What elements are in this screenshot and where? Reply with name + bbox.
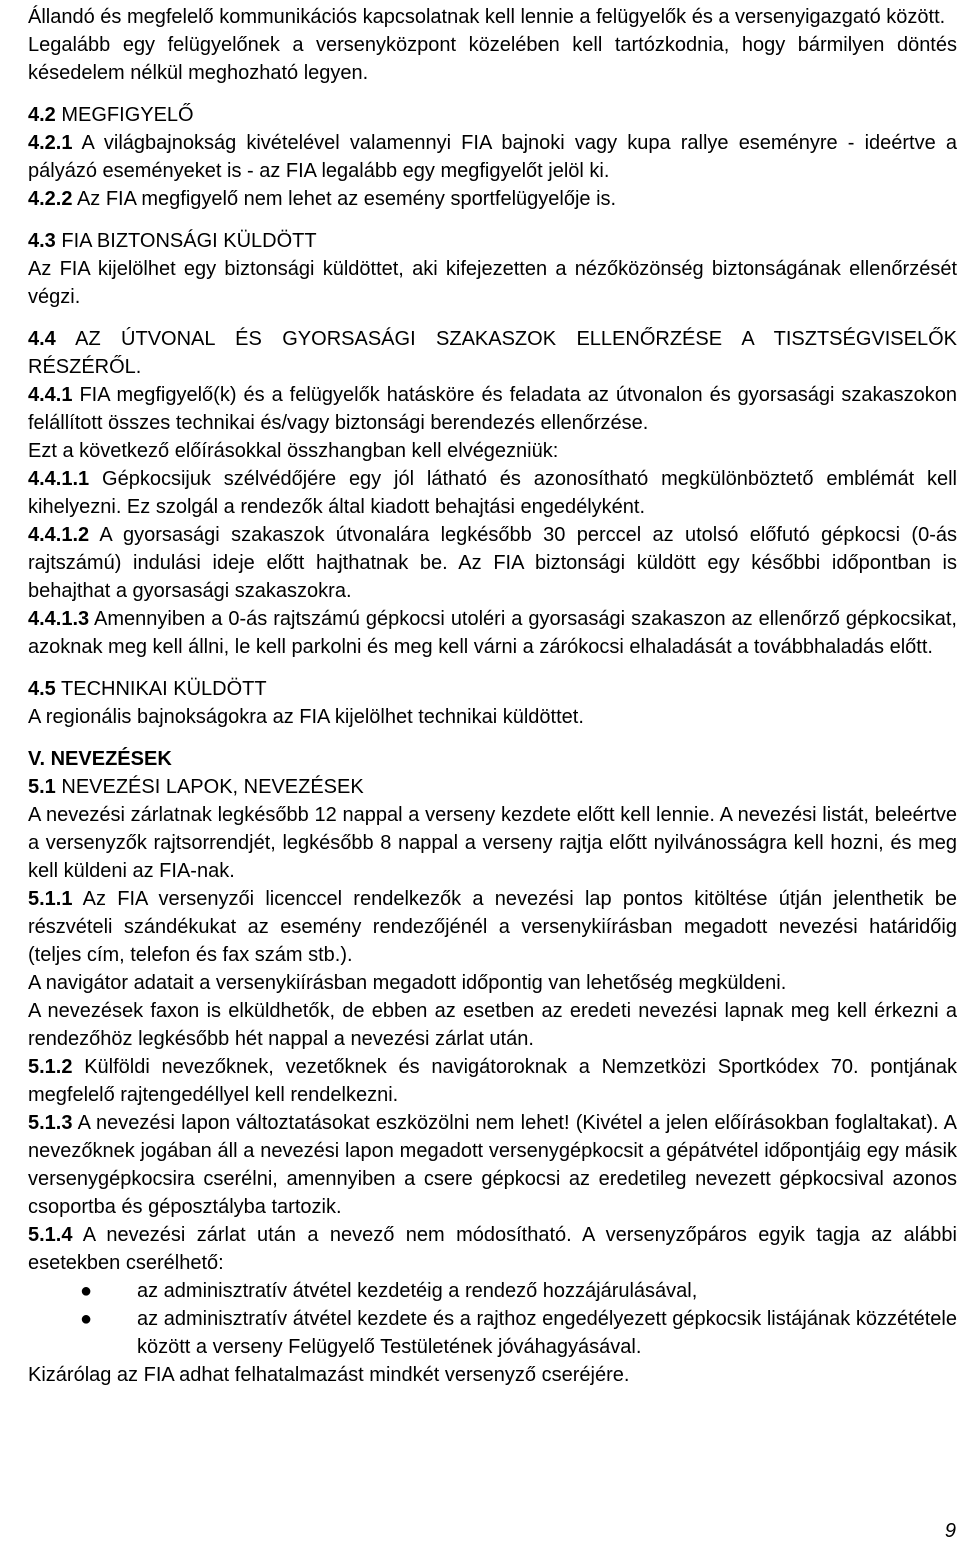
- clause: [28, 1109, 957, 1221]
- section-number: 4.4: [28, 328, 56, 350]
- clause-number: 4.4.1.3: [28, 608, 90, 630]
- section-heading: [28, 101, 957, 129]
- document-page: [28, 3, 957, 1389]
- clause-number: 4.2.1: [28, 132, 73, 154]
- clause-number: 4.4.1.1: [28, 468, 90, 490]
- paragraph: Ezt a következő előírásokkal összhangban kell elvégezniük:: [28, 440, 559, 462]
- section-title: MEGFIGYELŐ: [55, 104, 194, 126]
- page-number: 9: [944, 1520, 956, 1542]
- section-number: 4.5: [28, 678, 56, 700]
- list-item: [28, 1305, 957, 1361]
- clause-text: Gépkocsijuk szélvédőjére egy jól látható és azonosítható megkülönböztető emblémát kell kihelyezni. Ez szolgál a rendezők által kiadott behajtási engedélyként.: [28, 468, 957, 518]
- paragraph: Az FIA kijelölhet egy biztonsági küldöttet, aki kifejezetten a nézőközönség biztonságának ellenőrzését végzi.: [28, 258, 957, 308]
- clause-number: 5.1.3: [28, 1112, 73, 1134]
- clause-text: FIA megfigyelő(k) és a felügyelők hatásköre és feladata az útvonalon és gyorsasági szakaszokon felállított összes technikai és/vagy biztonsági berendezés ellenőrzése.: [28, 384, 957, 434]
- clause-number: 4.4.1.2: [28, 524, 90, 546]
- clause: [28, 521, 957, 605]
- clause-text: A nevezési zárlat után a nevező nem módosítható. A versenyzőpáros egyik tagja az alábbi esetekben cserélhető:: [28, 1224, 957, 1274]
- chapter-heading: V. NEVEZÉSEK: [28, 748, 172, 770]
- clause: [28, 605, 957, 661]
- section-title: AZ ÚTVONAL ÉS GYORSASÁGI SZAKASZOK ELLENŐRZÉSE A TISZTSÉGVISELŐK RÉSZÉRŐL.: [28, 328, 957, 378]
- clause-number: 5.1.1: [28, 888, 73, 910]
- paragraph: A navigátor adatait a versenykiírásban megadott időpontig van lehetőség megküldeni.: [28, 972, 787, 994]
- paragraph: Kizárólag az FIA adhat felhatalmazást mindkét versenyző cseréjére.: [28, 1364, 630, 1386]
- paragraph: Állandó és megfelelő kommunikációs kapcsolatnak kell lennie a felügyelők és a versenyigazgató között.: [28, 6, 946, 28]
- clause-text: A gyorsasági szakaszok útvonalára legkésőbb 30 perccel az utolsó előfutó gépkocsi (0-ás rajtszámú) indulási ideje előtt hajthatnak be. Az FIA biztonsági küldött egy későbbi időpontban is behajthat a gyorsasági szakaszokra.: [28, 524, 957, 602]
- list-item-text: az adminisztratív átvétel kezdete és a rajthoz engedélyezett gépkocsik listájának közzététele között a verseny Felügyelő Testületének jóváhagyásával.: [137, 1308, 957, 1358]
- clause-number: 5.1.4: [28, 1224, 73, 1246]
- clause: [28, 1221, 957, 1277]
- clause-text: Külföldi nevezőknek, vezetőknek és navigátoroknak a Nemzetközi Sportkódex 70. pontjának megfelelő rajtengedéllyel kell rendelkezni.: [28, 1056, 957, 1106]
- paragraph: Legalább egy felügyelőnek a versenyközpont közelében kell tartózkodnia, hogy bármilyen döntés késedelem nélkül meghozható legyen.: [28, 34, 957, 84]
- paragraph: A nevezések faxon is elküldhetők, de ebben az esetben az eredeti nevezési lapnak meg kell érkezni a rendezőhöz legkésőbb hét nappal a nevezési zárlat után.: [28, 1000, 957, 1050]
- bullet-icon: ●: [80, 1280, 93, 1302]
- section-heading: [28, 773, 957, 801]
- section-number: 4.2: [28, 104, 56, 126]
- clause: [28, 465, 957, 521]
- section-title: TECHNIKAI KÜLDÖTT: [55, 678, 267, 700]
- section-heading: [28, 325, 957, 381]
- clause-text: Amennyiben a 0-ás rajtszámú gépkocsi utoléri a gyorsasági szakaszon az ellenőrző gépkocsikat, azoknak meg kell állni, le kell parkolni és meg kell várni a zárókocsi elhaladását a továbbhaladás előtt.: [28, 608, 957, 658]
- clause-number: 5.1.2: [28, 1056, 73, 1078]
- bullet-icon: ●: [80, 1308, 93, 1330]
- section-number: 5.1: [28, 776, 56, 798]
- clause: [28, 185, 957, 213]
- list-item: [28, 1277, 957, 1305]
- section-title: FIA BIZTONSÁGI KÜLDÖTT: [55, 230, 317, 252]
- section-number: 4.3: [28, 230, 56, 252]
- paragraph: A nevezési zárlatnak legkésőbb 12 nappal a verseny kezdete előtt kell lennie. A nevezési listát, beleértve a versenyzők rajtsorrendjét, legkésőbb 8 nappal a verseny rajtja előtt nyilvánosságra kell hozni, és meg kell küldeni az FIA-nak.: [28, 804, 957, 882]
- clause-number: 4.2.2: [28, 188, 73, 210]
- clause: [28, 129, 957, 185]
- clause-text: A nevezési lapon változtatásokat eszközölni nem lehet! (Kivétel a jelen előírásokban foglaltakat). A nevezőknek jogában áll a nevezési lapon megadott versenygépkocsit a gépátvétel időpontjáig egy másik versenygépkocsira cserélni, amennyiben a csere gépkocsi az eredetileg nevezett gépkocsival azonos csoportba és géposztályba tartozik.: [28, 1112, 957, 1218]
- list-item-text: az adminisztratív átvétel kezdetéig a rendező hozzájárulásával,: [137, 1280, 698, 1302]
- clause-number: 4.4.1: [28, 384, 73, 406]
- clause: [28, 885, 957, 969]
- section-heading: [28, 227, 957, 255]
- clause-text: A világbajnokság kivételével valamennyi FIA bajnoki vagy kupa rallye eseményre - ideértve a pályázó eseményeket is - az FIA legalább egy megfigyelőt jelöl ki.: [28, 132, 957, 182]
- clause: [28, 381, 957, 437]
- clause-text: Az FIA megfigyelő nem lehet az esemény sportfelügyelője is.: [72, 188, 617, 210]
- clause: [28, 1053, 957, 1109]
- section-title: NEVEZÉSI LAPOK, NEVEZÉSEK: [55, 776, 364, 798]
- paragraph: A regionális bajnokságokra az FIA kijelölhet technikai küldöttet.: [28, 706, 584, 728]
- section-heading: [28, 675, 957, 703]
- clause-text: Az FIA versenyzői licenccel rendelkezők a nevezési lap pontos kitöltése útján jelenthetik be részvételi szándékukat az esemény rendezőjénél a versenykiírásban megadott nevezési határidőig (teljes cím, telefon és fax szám stb.).: [28, 888, 957, 966]
